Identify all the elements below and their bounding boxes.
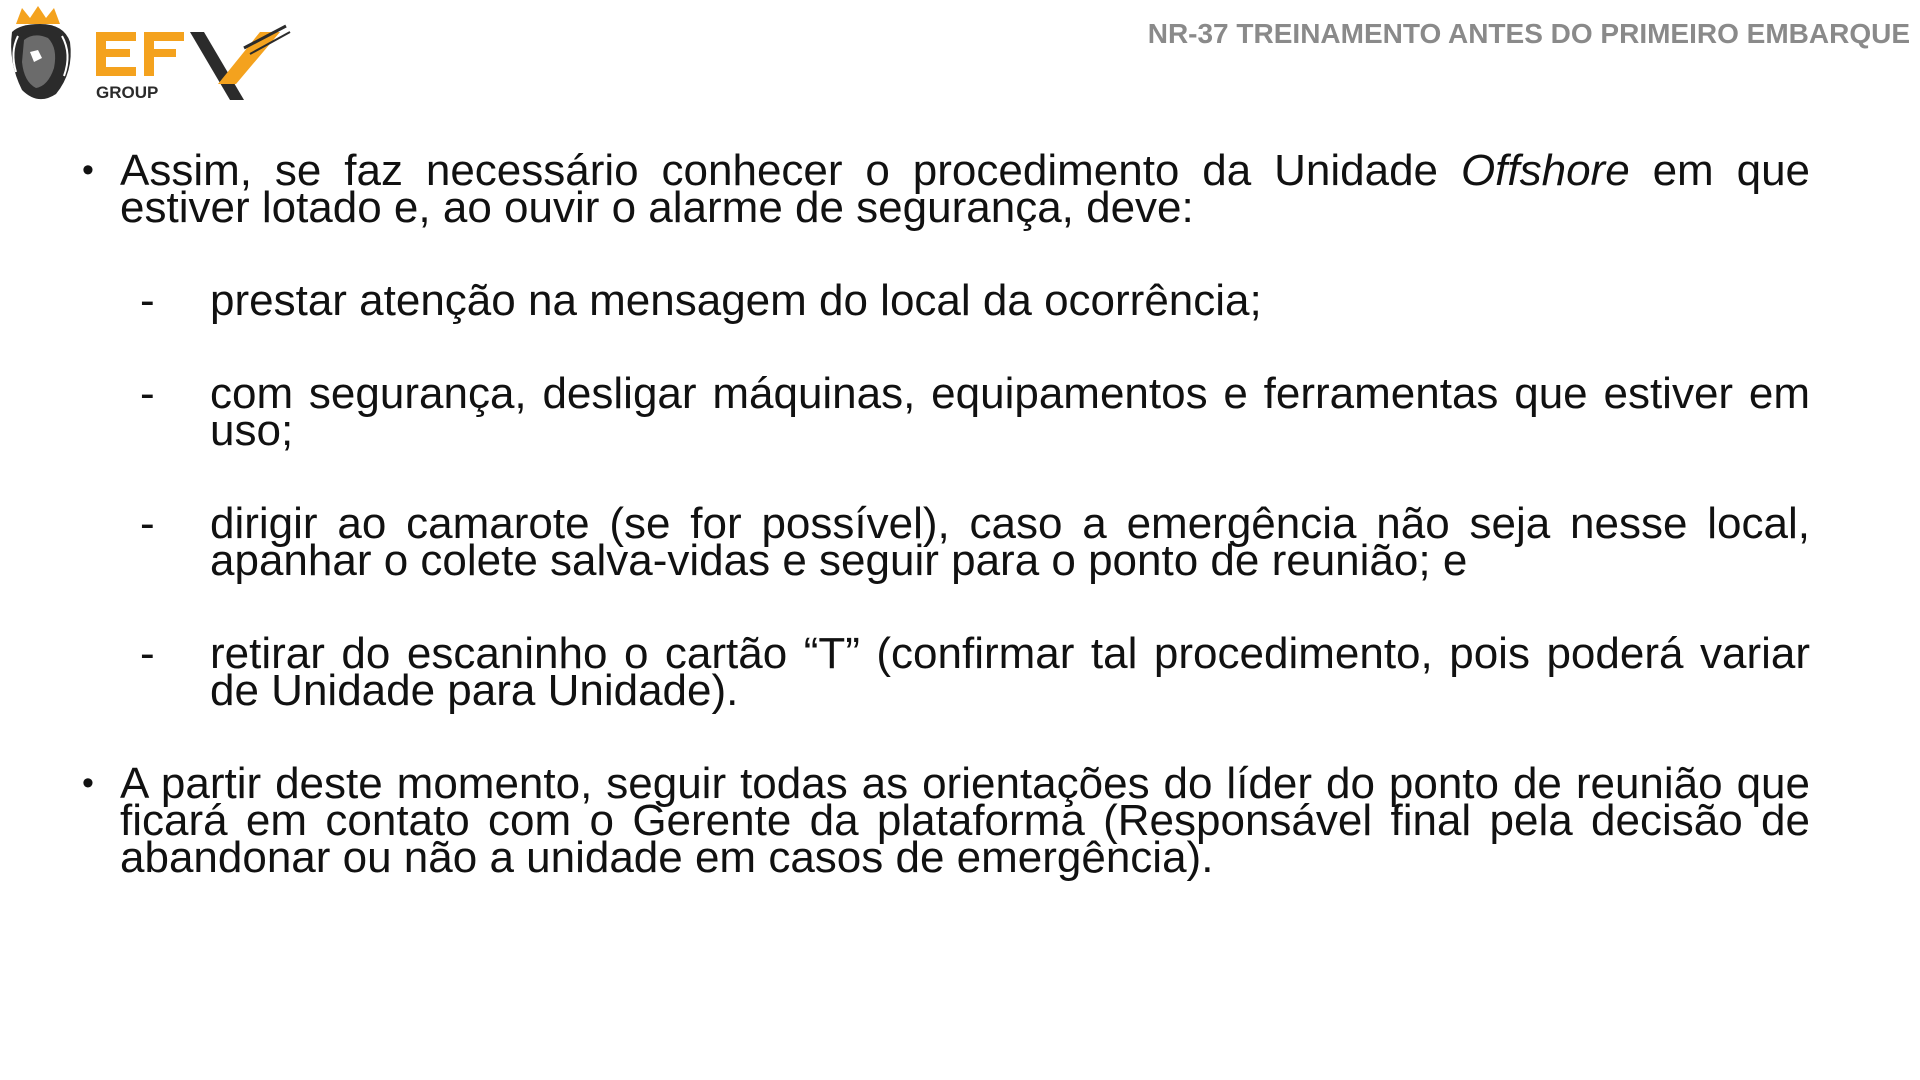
page-header-title: NR-37 TREINAMENTO ANTES DO PRIMEIRO EMBARQUE — [1147, 18, 1910, 49]
sub-item-text: com segurança, desligar máquinas, equipamentos e ferramentas que estiver em uso; — [210, 369, 1810, 455]
sub-item-3 — [80, 499, 1810, 585]
sub-item-text: dirigir ao camarote (se for possível), caso a emergência não seja nesse local, apanhar o colete salva-vidas e seguir para o ponto de reunião; e — [210, 499, 1810, 585]
dash-marker: - — [140, 276, 155, 325]
bullet-marker: • — [82, 151, 94, 189]
bullet-marker: • — [82, 764, 94, 802]
dash-marker: - — [140, 369, 155, 418]
bullet-item-1 — [80, 146, 1811, 232]
bullet-1-text-before: Assim, se faz necessário conhecer o procedimento da Unidade — [120, 146, 1461, 195]
bullet-1-text-italic: Offshore — [1460, 146, 1630, 195]
efx-group-logo — [4, 2, 294, 110]
bullet-item-2 — [80, 759, 1810, 882]
bullet-2-text: A partir deste momento, seguir todas as orientações do líder do ponto de reunião que ficará em contato com o Gerente da plataforma (Responsável final pela decisão de abandonar ou não a unidade em casos de emergência). — [120, 759, 1810, 882]
slide-content — [80, 146, 1811, 882]
sub-item-text: retirar do escaninho o cartão “T” (confirmar tal procedimento, pois poderá variar de Unidade para Unidade). — [210, 629, 1810, 715]
bullet-1-text-after: em que estiver lotado e, ao ouvir o alarme de segurança, deve: — [120, 146, 1811, 232]
lion-crown-logo-icon — [4, 2, 294, 110]
sub-item-1 — [80, 276, 1810, 325]
dash-marker: - — [140, 499, 155, 548]
dash-marker: - — [140, 629, 155, 678]
sub-item-text: prestar atenção na mensagem do local da ocorrência; — [210, 276, 1262, 325]
sub-item-2 — [80, 369, 1810, 455]
logo-group-text: GROUP — [96, 83, 159, 102]
sub-item-4 — [80, 629, 1810, 715]
